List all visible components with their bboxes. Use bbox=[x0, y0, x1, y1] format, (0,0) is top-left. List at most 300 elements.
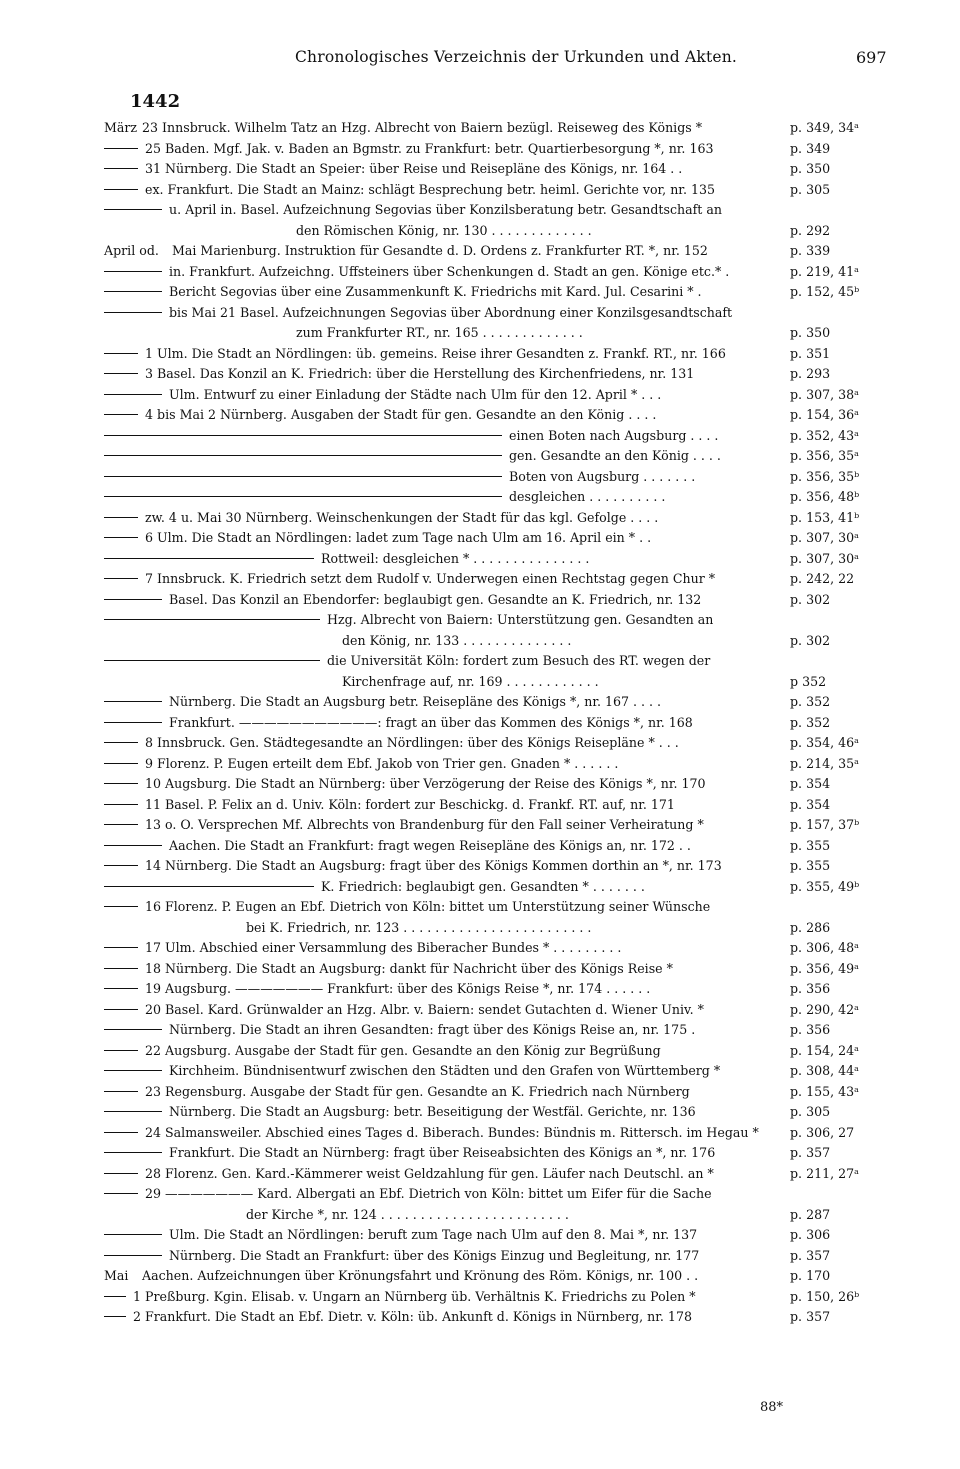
page-reference: p. 308, 44ᵃ bbox=[790, 1063, 859, 1078]
entry-line bbox=[0, 303, 960, 324]
page-reference: p. 352 bbox=[790, 714, 831, 730]
entry bbox=[0, 692, 960, 713]
entry bbox=[0, 1061, 960, 1082]
entry-line bbox=[0, 774, 960, 795]
entry-line bbox=[0, 1266, 960, 1287]
entry bbox=[0, 385, 960, 406]
ditto-dash bbox=[104, 1091, 138, 1092]
ditto-dash bbox=[104, 619, 320, 620]
entry-line bbox=[0, 938, 960, 959]
entry bbox=[0, 139, 960, 160]
ditto-dash bbox=[104, 1173, 138, 1174]
entry-text: der Kirche *, nr. 124 . . . . . . . . . . . . . . . . . . . . . . . . bbox=[246, 1206, 569, 1222]
entry-body bbox=[104, 200, 722, 221]
ditto-dash bbox=[104, 168, 138, 169]
page-reference: p. 219, 41ᵃ bbox=[790, 263, 859, 279]
entry-text: 31 Nürnberg. Die Stadt an Speier: über Reise und Reisepläne des Königs, nr. 164 . . bbox=[145, 161, 683, 176]
entry-body bbox=[104, 1000, 704, 1021]
entry-body bbox=[104, 487, 665, 508]
entry bbox=[0, 1246, 960, 1267]
entry-text: 28 Florenz. Gen. Kard.-Kämmerer weist Geldzahlung für gen. Läufer nach Deutschl. an * bbox=[145, 1165, 714, 1181]
entry-text: Aachen. Aufzeichnungen über Krönungsfahrt und Krönung des Röm. Königs, nr. 100 . . bbox=[142, 1268, 699, 1283]
page-reference: p. 355 bbox=[790, 837, 831, 853]
ditto-dash bbox=[104, 291, 162, 292]
entry-line bbox=[0, 1184, 960, 1205]
entry bbox=[0, 795, 960, 816]
entry-line bbox=[0, 1041, 960, 1062]
entry-line bbox=[0, 631, 960, 652]
entry-month-label: April od. bbox=[104, 243, 159, 258]
entry-body bbox=[172, 241, 708, 262]
entry-text: 19 Augsburg. ——————— Frankfurt: über des Königs Reise *, nr. 174 . . . . . . bbox=[145, 981, 651, 996]
entry-line bbox=[0, 323, 960, 344]
page-reference: p. 356, 35ᵇ bbox=[790, 468, 860, 484]
entry-body bbox=[104, 1287, 696, 1308]
entry-line bbox=[0, 877, 960, 898]
entry bbox=[0, 1020, 960, 1041]
entry-text: Boten von Augsburg . . . . . . . bbox=[509, 468, 696, 484]
entry-text: einen Boten nach Augsburg . . . . bbox=[509, 427, 719, 443]
ditto-dash bbox=[104, 496, 502, 497]
entry bbox=[0, 282, 960, 303]
entry-body bbox=[342, 672, 599, 693]
entry bbox=[0, 897, 960, 938]
entry-text: in. Frankfurt. Aufzeichng. Uffsteiners über Schenkungen d. Stadt an gen. Könige etc.* . bbox=[169, 263, 730, 279]
entry bbox=[0, 405, 960, 426]
entry-line bbox=[0, 1307, 960, 1328]
entry-text: Nürnberg. Die Stadt an Augsburg: betr. Beseitigung der Westfäl. Gerichte, nr. 136 bbox=[169, 1104, 696, 1119]
entry bbox=[0, 1225, 960, 1246]
ditto-dash bbox=[104, 804, 138, 805]
entry-body bbox=[104, 467, 695, 488]
entry-body bbox=[104, 1082, 690, 1103]
ditto-dash bbox=[104, 968, 138, 969]
ditto-dash bbox=[104, 1132, 138, 1133]
entry bbox=[0, 774, 960, 795]
ditto-dash bbox=[104, 537, 138, 538]
entry-body bbox=[104, 282, 702, 303]
page-reference: p. 290, 42ᵃ bbox=[790, 1001, 859, 1017]
ditto-dash bbox=[104, 763, 138, 764]
entry-body bbox=[104, 159, 682, 180]
page-reference: p. 355 bbox=[790, 858, 831, 873]
entry-body bbox=[104, 856, 722, 877]
entry-body bbox=[142, 1266, 698, 1287]
page-reference: p. 293 bbox=[790, 366, 831, 381]
entry bbox=[0, 446, 960, 467]
entry-text: Kirchheim. Bündnisentwurf zwischen den Städten und den Grafen von Württemberg * bbox=[169, 1063, 721, 1078]
entry-line bbox=[0, 262, 960, 283]
ditto-dash bbox=[104, 578, 138, 579]
page-reference: p. 350 bbox=[790, 161, 831, 176]
ditto-dash bbox=[104, 558, 314, 559]
entry bbox=[0, 754, 960, 775]
entry-body bbox=[104, 364, 694, 385]
page-reference: p. 305 bbox=[790, 181, 831, 197]
entry bbox=[0, 1041, 960, 1062]
entry-line bbox=[0, 1082, 960, 1103]
entry bbox=[0, 1102, 960, 1123]
page-reference: p. 154, 36ᵃ bbox=[790, 407, 859, 422]
entry bbox=[0, 200, 960, 241]
entry-line bbox=[0, 200, 960, 221]
entry bbox=[0, 856, 960, 877]
ditto-dash bbox=[104, 435, 502, 436]
page-reference: p. 302 bbox=[790, 591, 831, 607]
entry bbox=[0, 487, 960, 508]
entry-text: Mai Marienburg. Instruktion für Gesandte d. D. Ordens z. Frankfurter RT. *, nr. 152 bbox=[172, 243, 708, 258]
entry-line bbox=[0, 672, 960, 693]
entry-line bbox=[0, 692, 960, 713]
entry-text: 2 Frankfurt. Die Stadt an Ebf. Dietr. v. Köln: üb. Ankunft d. Königs in Nürnberg, nr. 178 bbox=[133, 1309, 692, 1324]
entry bbox=[0, 467, 960, 488]
entry-text: 17 Ulm. Abschied einer Versammlung des Biberacher Bundes * . . . . . . . . . bbox=[145, 940, 622, 955]
entry-body bbox=[246, 918, 591, 939]
entry-body bbox=[104, 1246, 699, 1267]
ditto-dash bbox=[104, 906, 138, 907]
entry-line bbox=[0, 897, 960, 918]
entry-text: 10 Augsburg. Die Stadt an Nürnberg: über Verzögerung der Reise des Königs *, nr. 170 bbox=[145, 776, 706, 791]
entry-line bbox=[0, 1061, 960, 1082]
entry-text: 9 Florenz. P. Eugen erteilt dem Ebf. Jakob von Trier gen. Gnaden * . . . . . . bbox=[145, 755, 619, 771]
entry-text: Aachen. Die Stadt an Frankfurt: fragt wegen Reisepläne des Königs an, nr. 172 . . bbox=[169, 837, 691, 853]
page-reference: p. 357 bbox=[790, 1145, 831, 1160]
entry-body bbox=[104, 569, 715, 590]
entry-line bbox=[0, 1123, 960, 1144]
entry bbox=[0, 938, 960, 959]
entry-text: den König, nr. 133 . . . . . . . . . . . . . . bbox=[342, 632, 572, 648]
ditto-dash bbox=[104, 209, 162, 210]
entry-line bbox=[0, 590, 960, 611]
page-reference: p. 357 bbox=[790, 1309, 831, 1324]
page-reference: p. 152, 45ᵇ bbox=[790, 284, 860, 299]
entry-text: Rottweil: desgleichen * . . . . . . . . . . . . . . . bbox=[321, 550, 590, 566]
entry-line bbox=[0, 385, 960, 406]
entry-body bbox=[104, 1061, 720, 1082]
entry-line bbox=[0, 1020, 960, 1041]
entry bbox=[0, 836, 960, 857]
entry bbox=[0, 508, 960, 529]
entry-line bbox=[0, 487, 960, 508]
entry-text: 3 Basel. Das Konzil an K. Friedrich: über die Herstellung des Kirchenfriedens, nr. 131 bbox=[145, 366, 695, 381]
entry-body bbox=[104, 897, 710, 918]
entry bbox=[0, 1123, 960, 1144]
page-reference: p. 302 bbox=[790, 632, 831, 648]
page-reference: p. 339 bbox=[790, 243, 831, 258]
entry-line bbox=[0, 180, 960, 201]
entry bbox=[0, 262, 960, 283]
entry bbox=[0, 590, 960, 611]
page-reference: p. 356, 48ᵇ bbox=[790, 489, 860, 504]
entry-line bbox=[0, 1287, 960, 1308]
entry-line bbox=[0, 754, 960, 775]
entry-body bbox=[104, 426, 718, 447]
entry-line bbox=[0, 118, 960, 139]
entry-text: 1 Ulm. Die Stadt an Nördlingen: üb. gemeins. Reise ihrer Gesandten z. Frankf. RT., nr. 166 bbox=[145, 345, 726, 361]
entry bbox=[0, 733, 960, 754]
ditto-dash bbox=[104, 988, 138, 989]
entry-text: zw. 4 u. Mai 30 Nürnberg. Weinschenkungen der Stadt für das kgl. Gefolge . . . . bbox=[145, 509, 659, 525]
page-reference: p. 214, 35ᵃ bbox=[790, 755, 859, 771]
entry-body bbox=[104, 528, 651, 549]
entry-text: Hzg. Albrecht von Baiern: Unterstützung gen. Gesandten an bbox=[327, 612, 714, 627]
page-reference: p. 352 bbox=[790, 694, 831, 709]
entry-text: Basel. Das Konzil an Ebendorfer: beglaubigt gen. Gesandte an K. Friedrich, nr. 132 bbox=[169, 591, 702, 607]
entry bbox=[0, 610, 960, 651]
entry-text: zum Frankfurter RT., nr. 165 . . . . . . . . . . . . . bbox=[296, 325, 583, 340]
ditto-dash bbox=[104, 373, 138, 374]
entry bbox=[0, 426, 960, 447]
entry-text: 14 Nürnberg. Die Stadt an Augsburg: fragt über des Königs Kommen dorthin an *, nr. 173 bbox=[145, 858, 722, 873]
page-reference: p. 150, 26ᵇ bbox=[790, 1288, 860, 1304]
ditto-dash bbox=[104, 1070, 162, 1071]
entry-body bbox=[104, 754, 618, 775]
entry bbox=[0, 877, 960, 898]
entry-text: 29 ——————— Kard. Albergati an Ebf. Dietrich von Köln: bittet um Eifer für die Sache bbox=[145, 1186, 712, 1201]
ditto-dash bbox=[104, 886, 314, 887]
entry-line bbox=[0, 467, 960, 488]
entry-line bbox=[0, 856, 960, 877]
running-title: Chronologisches Verzeichnis der Urkunden und Akten. bbox=[295, 48, 738, 66]
entry-line bbox=[0, 446, 960, 467]
ditto-dash bbox=[104, 1193, 138, 1194]
entry-line bbox=[0, 733, 960, 754]
page-reference: p. 154, 24ᵃ bbox=[790, 1042, 859, 1058]
entry-text: die Universität Köln: fordert zum Besuch des RT. wegen der bbox=[327, 653, 711, 668]
ditto-dash bbox=[104, 312, 162, 313]
page-reference: p. 354, 46ᵃ bbox=[790, 735, 859, 750]
entry-body bbox=[104, 1164, 714, 1185]
entry-body bbox=[104, 795, 675, 816]
page-reference: p. 286 bbox=[790, 919, 831, 935]
entry bbox=[0, 1000, 960, 1021]
entry-line bbox=[0, 549, 960, 570]
entry-month-label: März bbox=[104, 120, 138, 135]
year-heading: 1442 bbox=[130, 91, 181, 112]
page-reference: p. 354 bbox=[790, 796, 831, 812]
ditto-dash bbox=[104, 353, 138, 354]
entry-body bbox=[104, 836, 691, 857]
page-reference: p. 305 bbox=[790, 1104, 831, 1119]
ditto-dash bbox=[104, 947, 138, 948]
ditto-dash bbox=[104, 271, 162, 272]
page-reference: p. 355, 49ᵇ bbox=[790, 878, 860, 894]
entry-month-label: Mai bbox=[104, 1268, 129, 1283]
entry-line bbox=[0, 159, 960, 180]
entry-body bbox=[246, 1205, 569, 1226]
page-reference: p. 287 bbox=[790, 1206, 831, 1222]
ditto-dash bbox=[104, 1316, 126, 1317]
entry-line bbox=[0, 795, 960, 816]
entry-body bbox=[104, 1123, 759, 1144]
ditto-dash bbox=[104, 476, 502, 477]
entry-line bbox=[0, 405, 960, 426]
entry-line bbox=[0, 713, 960, 734]
page-reference: p. 307, 38ᵃ bbox=[790, 386, 859, 402]
page-reference: p. 357 bbox=[790, 1247, 831, 1263]
entry-text: 18 Nürnberg. Die Stadt an Augsburg: dankt für Nachricht über des Königs Reise * bbox=[145, 960, 673, 976]
entry-text: desgleichen . . . . . . . . . . bbox=[509, 489, 666, 504]
entry-line bbox=[0, 651, 960, 672]
ditto-dash bbox=[104, 1111, 162, 1112]
entry bbox=[0, 344, 960, 365]
page-reference: p. 170 bbox=[790, 1268, 831, 1283]
entry-line bbox=[0, 569, 960, 590]
page-reference: p. 211, 27ᵃ bbox=[790, 1165, 859, 1181]
entry-text: bei K. Friedrich, nr. 123 . . . . . . . . . . . . . . . . . . . . . . . . bbox=[246, 919, 592, 935]
page-reference: p. 356 bbox=[790, 1022, 831, 1037]
entry-body bbox=[104, 938, 621, 959]
entry-body bbox=[342, 631, 571, 652]
entry-line bbox=[0, 1000, 960, 1021]
entry bbox=[0, 1143, 960, 1164]
entry bbox=[0, 549, 960, 570]
page-reference: p. 356, 49ᵃ bbox=[790, 960, 859, 976]
entry-line bbox=[0, 364, 960, 385]
page-reference: p. 242, 22 bbox=[790, 571, 855, 586]
entry-body bbox=[104, 877, 645, 898]
entry-body bbox=[104, 713, 693, 734]
entry-body bbox=[104, 344, 726, 365]
entry-text: 20 Basel. Kard. Grünwalder an Hzg. Albr. v. Baiern: sendet Gutachten d. Wiener Univ. * bbox=[145, 1001, 704, 1017]
entry bbox=[0, 1307, 960, 1328]
entry-line bbox=[0, 1102, 960, 1123]
entry-text: 13 o. O. Versprechen Mf. Albrechts von Brandenburg für den Fall seiner Verheiratung * bbox=[145, 817, 704, 832]
entry-body bbox=[104, 446, 721, 467]
entry-line bbox=[0, 979, 960, 1000]
ditto-dash bbox=[104, 1152, 162, 1153]
entry bbox=[0, 364, 960, 385]
ditto-dash bbox=[104, 722, 162, 723]
ditto-dash bbox=[104, 865, 138, 866]
entry-body bbox=[104, 1020, 695, 1041]
entry-text: Kirchenfrage auf, nr. 169 . . . . . . . . . . . . bbox=[342, 673, 599, 689]
entry-text: u. April in. Basel. Aufzeichnung Segovias über Konzilsberatung betr. Gesandtschaft an bbox=[169, 202, 722, 217]
entry-text: 25 Baden. Mgf. Jak. v. Baden an Bgmstr. zu Frankfurt: betr. Quartierbesorgung *, nr. 163 bbox=[145, 140, 714, 156]
page-reference: p. 155, 43ᵃ bbox=[790, 1083, 859, 1099]
entry-text: 4 bis Mai 2 Nürnberg. Ausgaben der Stadt für gen. Gesandte an den König . . . . bbox=[145, 407, 657, 422]
ditto-dash bbox=[104, 599, 162, 600]
ditto-dash bbox=[104, 394, 162, 395]
entry-line bbox=[0, 508, 960, 529]
entry-text: Ulm. Entwurf zu einer Einladung der Städte nach Ulm für den 12. April * . . . bbox=[169, 386, 662, 402]
ditto-dash bbox=[104, 455, 502, 456]
entry-text: 22 Augsburg. Ausgabe der Stadt für gen. Gesandte an den König zur Begrüßung bbox=[145, 1042, 661, 1058]
entry-body bbox=[104, 139, 713, 160]
entry-text: Frankfurt. Die Stadt an Nürnberg: fragt über Reiseabsichten des Königs an *, nr. 176 bbox=[169, 1145, 716, 1160]
entry bbox=[0, 713, 960, 734]
entry bbox=[0, 180, 960, 201]
entry bbox=[0, 979, 960, 1000]
ditto-dash bbox=[104, 189, 138, 190]
entry-line bbox=[0, 426, 960, 447]
entry-text: Frankfurt. ———————————: fragt an über das Kommen des Königs *, nr. 168 bbox=[169, 714, 693, 730]
ditto-dash bbox=[104, 1029, 162, 1030]
entry-line bbox=[0, 528, 960, 549]
entry-body bbox=[104, 733, 679, 754]
entry bbox=[0, 815, 960, 836]
entry-body bbox=[104, 1143, 715, 1164]
ditto-dash bbox=[104, 1050, 138, 1051]
entry-body bbox=[104, 590, 701, 611]
entry-text: 7 Innsbruck. K. Friedrich setzt dem Rudolf v. Underwegen einen Rechtstag gegen Chur * bbox=[145, 571, 716, 586]
entry-body bbox=[104, 549, 589, 570]
ditto-dash bbox=[104, 1296, 126, 1297]
entry-body bbox=[104, 1184, 712, 1205]
entry-line bbox=[0, 1246, 960, 1267]
entry-line bbox=[0, 959, 960, 980]
page-reference: p. 153, 41ᵇ bbox=[790, 509, 860, 525]
page-reference: p. 307, 30ᵃ bbox=[790, 530, 859, 545]
entry-text: Nürnberg. Die Stadt an ihren Gesandten: fragt über des Königs Reise an, nr. 175 . bbox=[169, 1022, 696, 1037]
entry bbox=[0, 1184, 960, 1225]
page-reference: p. 351 bbox=[790, 345, 831, 361]
entry-body bbox=[104, 385, 661, 406]
entry-text: bis Mai 21 Basel. Aufzeichnungen Segovias über Abordnung einer Konzilsgesandtschaft bbox=[169, 304, 733, 320]
page-reference: p 352 bbox=[790, 673, 827, 689]
page-reference: p. 349, 34ᵃ bbox=[790, 120, 859, 135]
entry-body bbox=[104, 303, 732, 324]
entry-text: Nürnberg. Die Stadt an Frankfurt: über des Königs Einzug und Begleitung, nr. 177 bbox=[169, 1247, 700, 1263]
ditto-dash bbox=[104, 783, 138, 784]
entry bbox=[0, 651, 960, 692]
entry-body bbox=[104, 1307, 692, 1328]
entry-body bbox=[104, 262, 729, 283]
page-reference: p. 352, 43ᵃ bbox=[790, 427, 859, 443]
entry-text: Ulm. Die Stadt an Nördlingen: beruft zum Tage nach Ulm auf den 8. Mai *, nr. 137 bbox=[169, 1227, 698, 1242]
page-reference: p. 350 bbox=[790, 325, 831, 340]
ditto-dash bbox=[104, 414, 138, 415]
entry-body bbox=[104, 1102, 696, 1123]
ditto-dash bbox=[104, 517, 138, 518]
entry-body bbox=[104, 959, 673, 980]
printer-signature: 88* bbox=[760, 1400, 784, 1415]
entry-line bbox=[0, 221, 960, 242]
entry bbox=[0, 241, 960, 262]
entry-line bbox=[0, 610, 960, 631]
ditto-dash bbox=[104, 824, 138, 825]
page-header bbox=[0, 48, 960, 72]
entry-text: K. Friedrich: beglaubigt gen. Gesandten * . . . . . . . bbox=[321, 878, 645, 894]
ditto-dash bbox=[104, 148, 138, 149]
page-reference: p. 306, 48ᵃ bbox=[790, 940, 859, 955]
entry-list bbox=[0, 118, 960, 1328]
entry-line bbox=[0, 918, 960, 939]
entry bbox=[0, 1082, 960, 1103]
page-reference: p. 354 bbox=[790, 776, 831, 791]
entry bbox=[0, 1164, 960, 1185]
page-reference: p. 356 bbox=[790, 981, 831, 996]
entry-body bbox=[104, 815, 704, 836]
entry-line bbox=[0, 139, 960, 160]
entry-text: 1 Preßburg. Kgin. Elisab. v. Ungarn an Nürnberg üb. Verhältnis K. Friedrichs zu Polen * bbox=[133, 1288, 696, 1304]
page-reference: p. 157, 37ᵇ bbox=[790, 817, 860, 832]
entry-body bbox=[104, 508, 658, 529]
entry-body bbox=[104, 1041, 661, 1062]
entry bbox=[0, 303, 960, 344]
entry-body bbox=[104, 180, 715, 201]
entry-text: Bericht Segovias über eine Zusammenkunft K. Friedrichs mit Kard. Jul. Cesarini * . bbox=[169, 284, 702, 299]
entry-text: gen. Gesandte an den König . . . . bbox=[509, 448, 721, 463]
entry-line bbox=[0, 836, 960, 857]
entry-text: 23 Regensburg. Ausgabe der Stadt für gen. Gesandte an K. Friedrich nach Nürnberg bbox=[145, 1083, 690, 1099]
entry-body bbox=[296, 221, 592, 242]
page-reference: p. 306 bbox=[790, 1227, 831, 1242]
entry-line bbox=[0, 1205, 960, 1226]
page-reference: p. 307, 30ᵃ bbox=[790, 550, 859, 566]
entry-body bbox=[104, 979, 650, 1000]
page-reference: p. 356, 35ᵃ bbox=[790, 448, 859, 463]
